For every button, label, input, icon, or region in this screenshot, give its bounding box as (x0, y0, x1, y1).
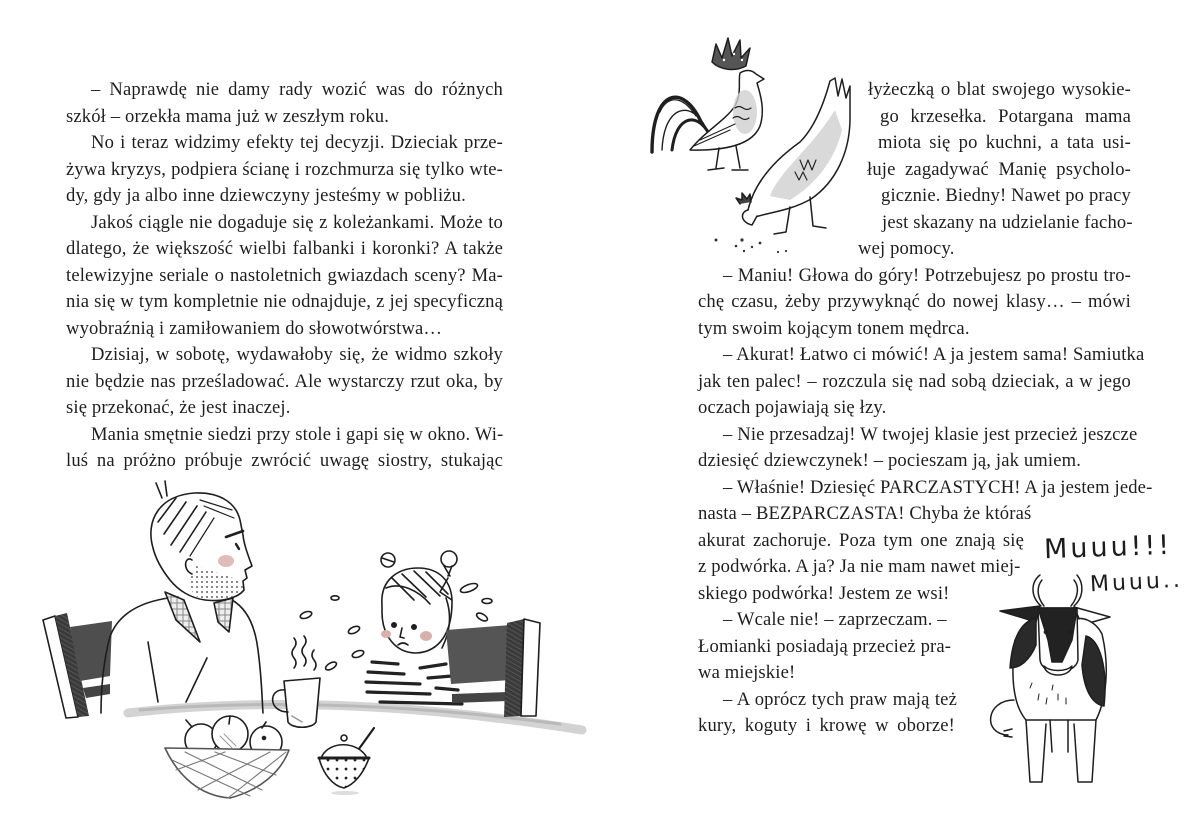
text-line: z podwórka. A ja? Ja nie mam nawet miej- (698, 556, 1021, 577)
text-line: oczach pojawiają się łzy. (698, 397, 887, 418)
text-line: tym swoim kojącym tonem mędrca. (698, 317, 970, 339)
text-line: nia się w tym kompletnie nie odnajduje, z jej specyficzną (66, 291, 503, 312)
text-line: gicznie. Biedny! Nawet po pracy (881, 185, 1131, 206)
text-line: szkół – orzekła mama już w zeszłym roku. (66, 105, 390, 127)
paragraph-first-line: – Akurat! Łatwo ci mówić! A ja jestem sama! Samiutka (723, 344, 1145, 365)
paragraph-first-line: Mania smętnie siedzi przy stole i gapi się w okno. Wi- (91, 423, 504, 445)
text-line: dy, gdy ja albo inne dziewczyny jesteśmy w pobliżu. (66, 185, 466, 206)
text-line: miota się po kuchni, a tata usi- (878, 132, 1131, 153)
text-line: go krzesełka. Potargana mama (880, 105, 1131, 127)
text-line: kury, koguty i krowę w oborze! (698, 715, 955, 736)
text-line: żywa kryzys, podpiera ścianę i rozchmurza się tylko wte- (66, 158, 503, 180)
text-line: wej pomocy. (858, 238, 955, 259)
text-line: wyobraźnią i zamiłowaniem do słowotwórstwa… (66, 317, 443, 339)
paragraph-first-line: Dzisiaj, w sobotę, wydawałoby się, że widmo szkoły (91, 344, 503, 365)
paragraph-first-line: – Nie przesadzaj! W twojej klasie jest przecież jeszcze (723, 423, 1138, 445)
paragraph-first-line: – A oprócz tych praw mają też (723, 688, 957, 710)
paragraph-first-line: – Maniu! Głowa do góry! Potrzebujesz po prostu tro- (723, 264, 1131, 286)
text-line: jak ten palec! – rozczula się nad sobą dzieciak, a w jego (698, 370, 1131, 392)
text-line: chę czasu, żeby przywyknąć do nowej klasy… – mówi (698, 291, 1131, 312)
text-line: skiego podwórka! Jestem ze wsi! (698, 582, 950, 604)
cow-speech-line-1: Muuu!!! (1043, 529, 1173, 566)
text-line: wa miejskie! (698, 662, 796, 683)
text-line: luś na próżno próbuje zwrócić uwagę siostry, stukając (66, 450, 503, 471)
paragraph-first-line: – Właśnie! Dziesięć PARCZASTYCH! A ja jestem jede- (723, 476, 1153, 498)
text-line: łuje zagadywać Manię psycholo- (867, 158, 1131, 180)
text-line: nie będzie nas prześladować. Ale wystarczy rzut oka, by (66, 370, 503, 392)
text-line: akurat zachoruje. Poza tym one znają się (698, 529, 1024, 551)
paragraph-first-line: – Naprawdę nie damy rady wozić was do różnych (91, 79, 503, 100)
text-line: dlatego, że większość wielbi falbanki i koronki? A także (66, 238, 503, 259)
right-page (600, 0, 1200, 823)
text-line: łyżeczką o blat swojego wysokie- (868, 79, 1131, 100)
cow-speech-line-2: Muuu.. (1089, 567, 1184, 598)
text-line: dziesięć dziewczynek! – pocieszam ją, jak umiem. (698, 450, 1082, 471)
text-line: jest skazany na udzielanie facho- (882, 211, 1133, 233)
paragraph-first-line: – Wcale nie! – zaprzeczam. – (723, 609, 947, 630)
text-line: telewizyjne seriale o nastoletnich gwiazdach sceny? Ma- (66, 264, 503, 286)
paragraph-first-line: Jakoś ciągle nie dogaduje się z koleżankami. Może to (91, 211, 503, 233)
text-line: nasta – BEZPARCZASTA! Chyba że któraś (698, 503, 1032, 524)
paragraph-first-line: No i teraz widzimy efekty tej decyzji. Dzieciak prze- (91, 132, 503, 153)
text-line: Łomianki posiadają przecież pra- (698, 635, 952, 657)
text-line: się przekonać, że jest inaczej. (66, 397, 291, 418)
